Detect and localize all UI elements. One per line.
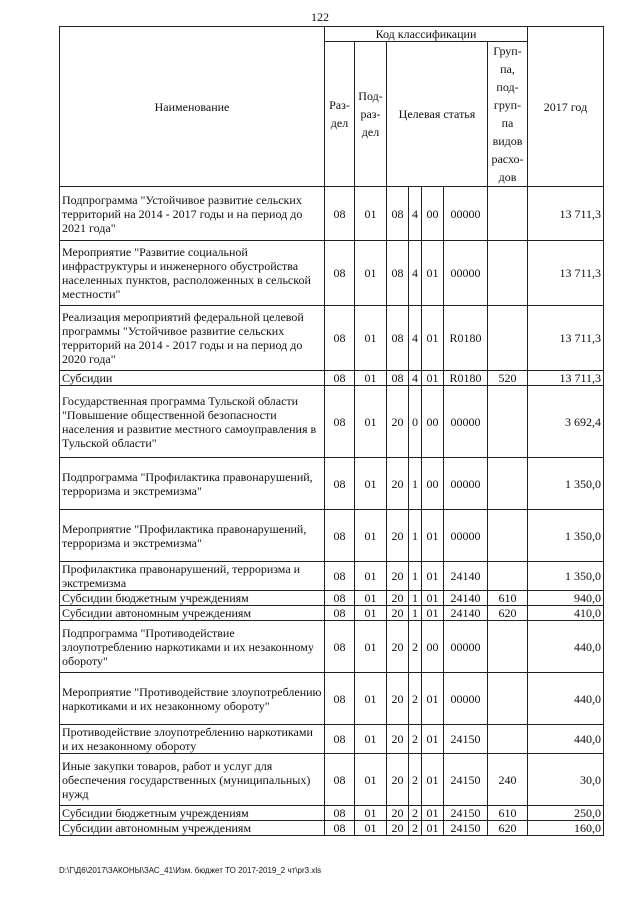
row-subprogram-code: 4 (409, 371, 422, 386)
row-event-code: 00 (422, 187, 444, 241)
table-row (60, 606, 604, 621)
row-program-code: 20 (387, 386, 409, 458)
row-event-code: 01 (422, 754, 444, 806)
row-expense-type (488, 673, 528, 725)
row-subsection: 01 (355, 673, 387, 725)
row-expense-type (488, 725, 528, 754)
table-row (60, 510, 604, 562)
row-name: Мероприятие "Противодействие злоупотреблению наркотиками и их незаконному обороту" (60, 673, 325, 725)
row-expense-type (488, 621, 528, 673)
row-program-code: 20 (387, 754, 409, 806)
row-event-code: 01 (422, 606, 444, 621)
row-direction-code: R0180 (444, 371, 488, 386)
row-subsection: 01 (355, 306, 387, 371)
row-name: Субсидии автономным учреждениям (60, 821, 325, 836)
row-section: 08 (325, 806, 355, 821)
row-subprogram-code: 4 (409, 306, 422, 371)
row-subprogram-code: 1 (409, 562, 422, 591)
row-amount: 160,0 (528, 821, 604, 836)
row-expense-type (488, 510, 528, 562)
row-subsection: 01 (355, 821, 387, 836)
row-amount: 440,0 (528, 673, 604, 725)
table-row (60, 806, 604, 821)
row-event-code: 00 (422, 621, 444, 673)
row-event-code: 01 (422, 510, 444, 562)
row-direction-code: 24140 (444, 562, 488, 591)
table-row (60, 371, 604, 386)
row-name: Субсидии автономным учреждениям (60, 606, 325, 621)
row-amount: 3 692,4 (528, 386, 604, 458)
row-program-code: 20 (387, 725, 409, 754)
row-event-code: 01 (422, 241, 444, 306)
row-direction-code: 00000 (444, 187, 488, 241)
row-program-code: 08 (387, 187, 409, 241)
header-target-item: Целевая статья (387, 42, 488, 187)
row-amount: 440,0 (528, 725, 604, 754)
row-expense-type (488, 386, 528, 458)
row-name: Реализация мероприятий федеральной целевой программы "Устойчивое развитие сельских территорий на 2014 - 2017 годы и на период до 2020 года" (60, 306, 325, 371)
row-name: Иные закупки товаров, работ и услуг для обеспечения государственных (муниципальных) нужд (60, 754, 325, 806)
row-subprogram-code: 1 (409, 591, 422, 606)
row-subprogram-code: 0 (409, 386, 422, 458)
row-subsection: 01 (355, 606, 387, 621)
row-section: 08 (325, 306, 355, 371)
row-subsection: 01 (355, 621, 387, 673)
row-subsection: 01 (355, 725, 387, 754)
row-subsection: 01 (355, 754, 387, 806)
table-row (60, 241, 604, 306)
row-event-code: 01 (422, 806, 444, 821)
row-expense-type (488, 562, 528, 591)
row-amount: 940,0 (528, 591, 604, 606)
row-subprogram-code: 2 (409, 673, 422, 725)
row-program-code: 20 (387, 821, 409, 836)
row-subprogram-code: 1 (409, 510, 422, 562)
row-name: Субсидии бюджетным учреждениям (60, 591, 325, 606)
row-expense-type (488, 241, 528, 306)
row-subsection: 01 (355, 591, 387, 606)
table-row (60, 386, 604, 458)
header-subsection: Под- раз- дел (355, 42, 387, 187)
row-name: Мероприятие "Развитие социальной инфраструктуры и инженерного обустройства населенных пунктов, расположенных в сельской местности" (60, 241, 325, 306)
row-name: Мероприятие "Профилактика правонарушений, терроризма и экстремизма" (60, 510, 325, 562)
row-section: 08 (325, 371, 355, 386)
table-row (60, 621, 604, 673)
row-amount: 13 711,3 (528, 306, 604, 371)
header-section: Раз- дел (325, 42, 355, 187)
row-program-code: 20 (387, 510, 409, 562)
row-name: Подпрограмма "Устойчивое развитие сельских территорий на 2014 - 2017 годы и на период до 2021 года" (60, 187, 325, 241)
budget-table (59, 26, 604, 836)
row-amount: 410,0 (528, 606, 604, 621)
table-row (60, 754, 604, 806)
row-direction-code: R0180 (444, 306, 488, 371)
row-section: 08 (325, 187, 355, 241)
row-program-code: 20 (387, 591, 409, 606)
row-subsection: 01 (355, 187, 387, 241)
row-subsection: 01 (355, 386, 387, 458)
row-event-code: 01 (422, 591, 444, 606)
row-event-code: 01 (422, 725, 444, 754)
row-expense-type: 620 (488, 606, 528, 621)
table-row (60, 562, 604, 591)
row-expense-type (488, 187, 528, 241)
row-subprogram-code: 1 (409, 458, 422, 510)
row-program-code: 20 (387, 806, 409, 821)
row-amount: 13 711,3 (528, 371, 604, 386)
row-section: 08 (325, 510, 355, 562)
row-expense-type (488, 306, 528, 371)
row-amount: 30,0 (528, 754, 604, 806)
row-event-code: 01 (422, 371, 444, 386)
row-subprogram-code: 2 (409, 821, 422, 836)
row-amount: 13 711,3 (528, 241, 604, 306)
row-direction-code: 24140 (444, 591, 488, 606)
row-expense-type: 240 (488, 754, 528, 806)
row-subsection: 01 (355, 458, 387, 510)
file-path-footer: D:\Г\Д6\2017\ЗАКОНЫ\ЗАС_41\Изм. бюджет ТО 2017-2019_2 чт\pr3.xls (59, 866, 322, 875)
row-subsection: 01 (355, 241, 387, 306)
row-amount: 440,0 (528, 621, 604, 673)
row-amount: 1 350,0 (528, 458, 604, 510)
row-event-code: 01 (422, 821, 444, 836)
row-program-code: 20 (387, 621, 409, 673)
row-program-code: 08 (387, 306, 409, 371)
row-subsection: 01 (355, 510, 387, 562)
row-amount: 1 350,0 (528, 510, 604, 562)
row-subprogram-code: 4 (409, 187, 422, 241)
row-direction-code: 24150 (444, 725, 488, 754)
row-section: 08 (325, 673, 355, 725)
row-subsection: 01 (355, 806, 387, 821)
header-classification: Код классификации (325, 27, 528, 42)
row-program-code: 20 (387, 458, 409, 510)
table-row (60, 725, 604, 754)
row-expense-type: 520 (488, 371, 528, 386)
row-event-code: 01 (422, 562, 444, 591)
row-subsection: 01 (355, 371, 387, 386)
row-direction-code: 24150 (444, 806, 488, 821)
row-section: 08 (325, 754, 355, 806)
row-section: 08 (325, 725, 355, 754)
row-direction-code: 24150 (444, 754, 488, 806)
row-subprogram-code: 2 (409, 621, 422, 673)
header-year: 2017 год (528, 27, 604, 187)
row-direction-code: 00000 (444, 241, 488, 306)
row-section: 08 (325, 621, 355, 673)
row-program-code: 20 (387, 673, 409, 725)
row-direction-code: 00000 (444, 458, 488, 510)
table-row (60, 306, 604, 371)
row-name: Государственная программа Тульской области "Повышение общественной безопасности населения и развитие местного самоуправления в Тульской области" (60, 386, 325, 458)
row-name: Субсидии бюджетным учреждениям (60, 806, 325, 821)
row-name: Подпрограмма "Противодействие злоупотреблению наркотиками и их незаконному обороту" (60, 621, 325, 673)
row-name: Субсидии (60, 371, 325, 386)
row-direction-code: 00000 (444, 673, 488, 725)
row-event-code: 01 (422, 673, 444, 725)
row-amount: 13 711,3 (528, 187, 604, 241)
row-section: 08 (325, 458, 355, 510)
row-section: 08 (325, 562, 355, 591)
row-expense-type: 620 (488, 821, 528, 836)
row-amount: 250,0 (528, 806, 604, 821)
row-subprogram-code: 1 (409, 606, 422, 621)
table-row (60, 673, 604, 725)
row-section: 08 (325, 241, 355, 306)
header-expense-group: Груп- па, под- груп- па видов расхо- дов (488, 42, 528, 187)
row-expense-type (488, 458, 528, 510)
row-name: Профилактика правонарушений, терроризма и экстремизма (60, 562, 325, 591)
row-program-code: 20 (387, 562, 409, 591)
row-program-code: 20 (387, 606, 409, 621)
row-subprogram-code: 4 (409, 241, 422, 306)
row-direction-code: 00000 (444, 510, 488, 562)
table-row (60, 458, 604, 510)
row-subprogram-code: 2 (409, 806, 422, 821)
header-name: Наименование (60, 27, 325, 187)
row-event-code: 00 (422, 386, 444, 458)
row-program-code: 08 (387, 241, 409, 306)
row-direction-code: 24150 (444, 821, 488, 836)
row-subsection: 01 (355, 562, 387, 591)
row-subprogram-code: 2 (409, 725, 422, 754)
row-subprogram-code: 2 (409, 754, 422, 806)
table-row (60, 821, 604, 836)
row-direction-code: 00000 (444, 386, 488, 458)
row-direction-code: 24140 (444, 606, 488, 621)
page-number: 122 (311, 10, 329, 24)
row-program-code: 08 (387, 371, 409, 386)
row-section: 08 (325, 821, 355, 836)
row-event-code: 01 (422, 306, 444, 371)
table-row (60, 187, 604, 241)
table-row (60, 591, 604, 606)
row-name: Противодействие злоупотреблению наркотиками и их незаконному обороту (60, 725, 325, 754)
row-event-code: 00 (422, 458, 444, 510)
row-amount: 1 350,0 (528, 562, 604, 591)
row-name: Подпрограмма "Профилактика правонарушений, терроризма и экстремизма" (60, 458, 325, 510)
row-expense-type: 610 (488, 591, 528, 606)
row-section: 08 (325, 606, 355, 621)
row-expense-type: 610 (488, 806, 528, 821)
row-section: 08 (325, 591, 355, 606)
row-section: 08 (325, 386, 355, 458)
row-direction-code: 00000 (444, 621, 488, 673)
